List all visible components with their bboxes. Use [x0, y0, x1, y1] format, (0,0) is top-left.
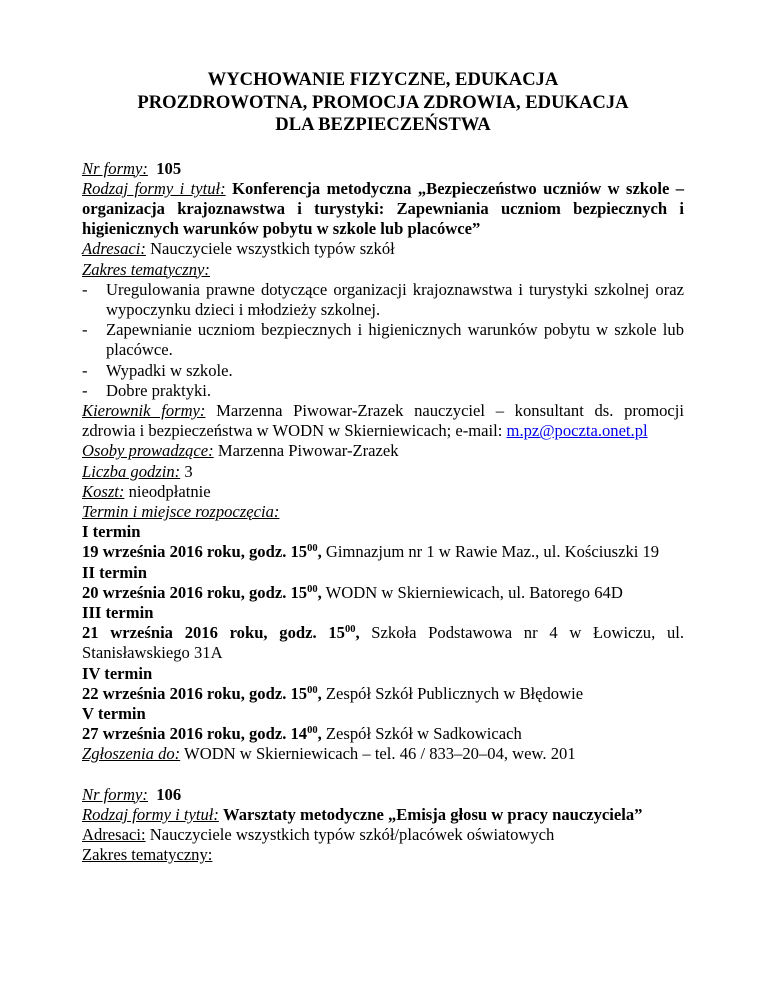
term-place: Zespół Szkół w Sadkowicach — [321, 724, 522, 744]
form-number-value: 105 — [156, 158, 182, 178]
form-number-label: Nr formy: — [82, 784, 148, 804]
term-name: I termin — [82, 522, 141, 542]
presenters-row — [82, 441, 684, 461]
registration-label: Zgłoszenia do: — [82, 744, 181, 764]
term-time-minutes: 00 — [307, 684, 318, 696]
document-page — [82, 69, 684, 865]
scope-label: Zakres tematyczny: — [82, 845, 213, 865]
scope-item — [82, 361, 684, 381]
form-type-label: Rodzaj formy i tytuł: — [82, 804, 219, 824]
title-line-2: PROZDROWOTNA, PROMOCJA ZDROWIA, EDUKACJA — [137, 91, 629, 113]
term-date: 22 września 2016 roku, godz. 15 — [82, 683, 308, 703]
schedule-row — [82, 502, 684, 522]
cost-value: nieodpłatnie — [128, 481, 211, 501]
term-details — [82, 623, 684, 663]
scope-item-text: Uregulowania prawne dotyczące organizacji krajoznawstwa i turystyki szkolnej oraz wypoczynku dzieci i młodzieży szkolnej. — [106, 279, 684, 319]
form-type-label: Rodzaj formy i tytuł: — [82, 178, 226, 198]
manager-value: Marzenna Piwowar-Zrazek nauczyciel – konsultant ds. promocji zdrowia i bezpieczeństwa w WODN w Skierniewicach; e-mail: — [82, 400, 684, 441]
term-place: Zespół Szkół Publicznych w Błędowie — [321, 683, 584, 703]
term-time-minutes: 00 — [307, 725, 318, 737]
manager-label: Kierownik formy: — [82, 400, 206, 420]
term-comma: , — [317, 582, 322, 602]
scope-item — [82, 280, 684, 320]
term-name: IV termin — [82, 663, 153, 683]
form-type-row — [82, 805, 684, 825]
term-block — [82, 603, 684, 664]
scope-item-dash: - — [82, 279, 88, 299]
title-line-1: WYCHOWANIE FIZYCZNE, EDUKACJA — [207, 69, 559, 90]
term-time-minutes: 00 — [307, 583, 318, 595]
term-block — [82, 664, 684, 704]
audience-label: Adresaci: — [82, 825, 146, 844]
form-type-value: Warsztaty metodyczne „Emisja głosu w pracy nauczyciela” — [223, 804, 643, 824]
term-place: Gimnazjum nr 1 w Rawie Maz., ul. Kościuszki 19 — [321, 542, 660, 562]
scope-row — [82, 845, 684, 865]
term-name: III termin — [82, 602, 154, 622]
term-block — [82, 563, 684, 603]
term-block — [82, 522, 684, 562]
document-title — [82, 69, 684, 137]
scope-item-text: Dobre praktyki. — [106, 380, 212, 400]
hours-label: Liczba godzin: — [82, 461, 181, 481]
form-105-section — [82, 159, 684, 765]
scope-item-dash: - — [82, 360, 88, 380]
form-number-row — [82, 785, 684, 805]
scope-label: Zakres tematyczny: — [82, 259, 210, 279]
term-details — [82, 542, 684, 562]
section-spacer — [82, 765, 684, 785]
term-date: 19 września 2016 roku, godz. 15 — [82, 542, 308, 562]
term-name: II termin — [82, 562, 147, 582]
registration-row — [82, 744, 684, 764]
email-link[interactable]: m.pz@poczta.onet.pl — [506, 421, 648, 441]
scope-row — [82, 260, 684, 280]
term-date: 20 września 2016 roku, godz. 15 — [82, 582, 308, 602]
term-comma: , — [317, 724, 322, 744]
term-date: 27 września 2016 roku, godz. 14 — [82, 724, 308, 744]
term-name: V termin — [82, 703, 146, 723]
term-place: Szkoła Podstawowa nr 4 w Łowiczu, ul. Stanisławskiego 31A — [82, 623, 685, 663]
form-number-value: 106 — [156, 784, 182, 804]
cost-label: Koszt: — [82, 481, 125, 501]
scope-item-text: Zapewnianie uczniom bezpiecznych i higienicznych warunków pobytu w szkole lub placówce. — [106, 320, 684, 360]
presenters-value: Marzenna Piwowar-Zrazek — [217, 441, 399, 461]
scope-item — [82, 381, 684, 401]
term-comma: , — [317, 683, 322, 703]
form-number-row — [82, 159, 684, 179]
term-details — [82, 583, 684, 603]
audience-label: Adresaci: — [82, 239, 146, 259]
term-time-minutes: 00 — [344, 624, 356, 636]
term-comma: , — [355, 623, 360, 643]
hours-value: 3 — [184, 461, 193, 481]
audience-row — [82, 825, 684, 845]
scope-item-text: Wypadki w szkole. — [106, 360, 233, 380]
title-line-3: DLA BEZPIECZEŃSTWA — [275, 114, 491, 135]
scope-item — [82, 320, 684, 360]
audience-value: Nauczyciele wszystkich typów szkół/placówek oświatowych — [149, 825, 555, 844]
cost-row — [82, 482, 684, 502]
term-comma: , — [317, 542, 322, 562]
hours-row — [82, 462, 684, 482]
form-106-section — [82, 785, 684, 866]
audience-row — [82, 239, 684, 259]
form-number-label: Nr formy: — [82, 158, 148, 178]
scope-item-dash: - — [82, 320, 88, 340]
registration-value: WODN w Skierniewicach – tel. 46 / 833–20–04, wew. 201 — [184, 744, 576, 764]
term-date: 21 września 2016 roku, godz. 15 — [82, 623, 345, 643]
term-details — [82, 684, 684, 704]
scope-item-dash: - — [82, 380, 88, 400]
audience-value: Nauczyciele wszystkich typów szkół — [150, 239, 395, 259]
schedule-label: Termin i miejsce rozpoczęcia: — [82, 501, 280, 521]
form-type-row — [82, 179, 684, 240]
term-time-minutes: 00 — [307, 543, 318, 555]
term-place: WODN w Skierniewicach, ul. Batorego 64D — [321, 582, 623, 602]
term-details — [82, 724, 684, 744]
form-type-value: Konferencja metodyczna „Bezpieczeństwo uczniów w szkole – organizacja krajoznawstwa i turystyki: Zapewniania uczniom bezpiecznych i higienicznych warunków pobytu w szkole lub placówce” — [82, 178, 685, 239]
term-block — [82, 704, 684, 744]
manager-row — [82, 401, 684, 441]
presenters-label: Osoby prowadzące: — [82, 441, 214, 461]
